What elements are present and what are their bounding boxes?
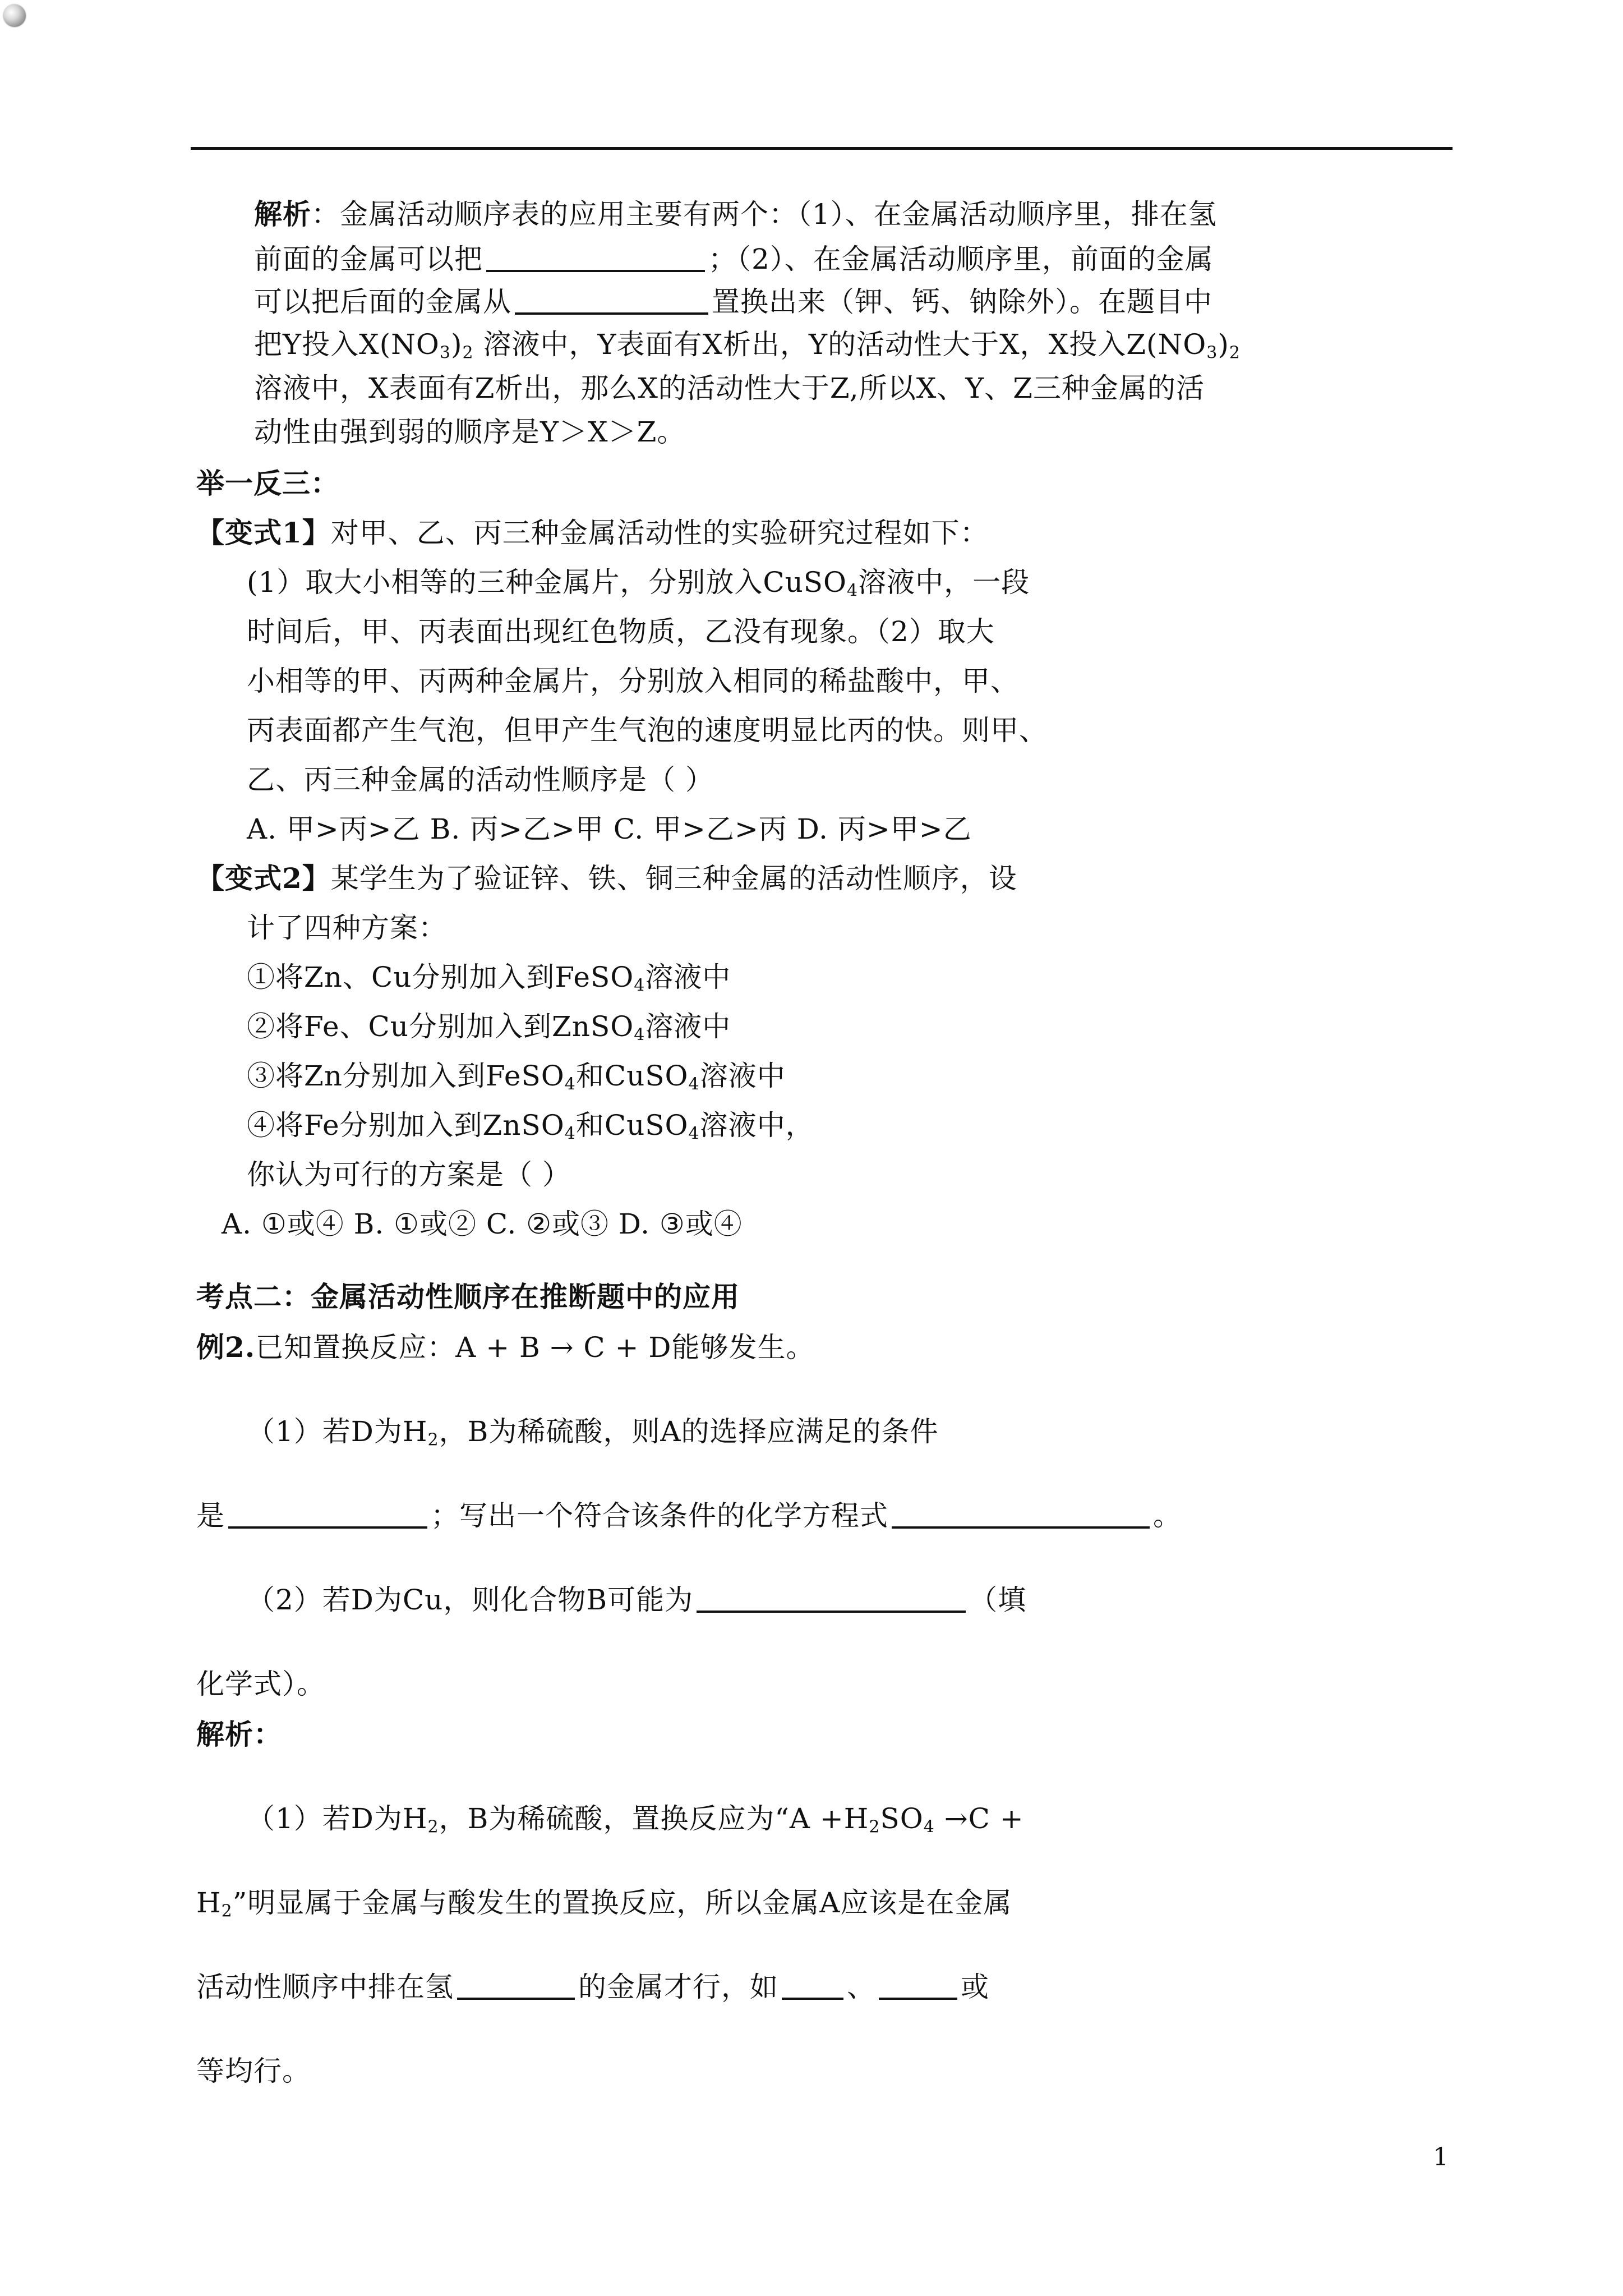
answer-blank[interactable] xyxy=(515,287,708,315)
example2-stem: 例2.已知置换反应：A + B → C + D能够发生。 xyxy=(196,1331,815,1364)
analysis2-label: 解析： xyxy=(196,1718,282,1751)
kaodian2-heading: 考点二：金属活动性顺序在推断题中的应用 xyxy=(196,1280,740,1313)
variant2-plan2: ②将Fe、Cu分别加入到ZnSO$_4$溶液中 xyxy=(247,1010,731,1045)
analysis1-line2: 前面的金属可以把 ；（2）、在金属活动顺序里，前面的金属 xyxy=(254,243,1214,275)
analysis2-line4: 等均行。 xyxy=(196,2055,311,2087)
answer-blank[interactable] xyxy=(457,1972,575,2000)
example2-q1-cont: 是 ；写出一个符合该条件的化学方程式 。 xyxy=(196,1499,1182,1532)
analysis1-line3: 可以把后面的金属从 置换出来（钾、钙、钠除外）。在题目中 xyxy=(254,286,1212,318)
page-number: 1 xyxy=(1433,2143,1449,2171)
variant2-plan1: ①将Zn、Cu分别加入到FeSO$_4$溶液中 xyxy=(247,961,731,996)
header-rule xyxy=(191,147,1453,150)
variant2-plan3: ③将Zn分别加入到FeSO$_4$和CuSO$_4$溶液中 xyxy=(247,1060,786,1094)
example2-q2: （2）若D为Cu，则化合物B可能为 （填 xyxy=(247,1584,1027,1616)
answer-blank[interactable] xyxy=(697,1585,966,1613)
answer-blank[interactable] xyxy=(892,1501,1150,1529)
variant2-question: 你认为可行的方案是（ ） xyxy=(247,1158,571,1191)
answer-blank[interactable] xyxy=(879,1972,957,2000)
variant1-title: 【变式1】对甲、乙、丙三种金属活动性的实验研究过程如下： xyxy=(196,516,989,549)
analysis2-line3: 活动性顺序中排在氢 的金属才行，如 、 或 xyxy=(196,1971,989,2003)
variant2-options: A. ①或④ B. ①或② C. ②或③ D. ③或④ xyxy=(222,1208,743,1240)
example2-q1: （1）若D为$H_2$，B为稀硫酸，则A的选择应满足的条件 xyxy=(247,1415,939,1450)
variant1-line1: (1）取大小相等的三种金属片，分别放入CuSO$_4$溶液中，一段 xyxy=(247,566,1030,601)
analysis2-line2: $H_2$”明显属于金属与酸发生的置换反应，所以金属A应该是在金属 xyxy=(196,1887,1012,1921)
analysis1-line6: 动性由强到弱的顺序是Y＞X＞Z。 xyxy=(254,416,686,448)
analysis1-line5: 溶液中，X表面有Z析出，那么X的活动性大于Z,所以X、Y、Z三种金属的活 xyxy=(254,372,1205,404)
section-heading: 举一反三： xyxy=(196,467,339,500)
variant2-title: 【变式2】某学生为了验证锌、铁、铜三种金属的活动性顺序，设 xyxy=(196,862,1017,895)
variant1-line3: 小相等的甲、丙两种金属片，分别放入相同的稀盐酸中，甲、 xyxy=(247,665,1019,697)
analysis1-line4: 把Y投入$X(NO_3)_2$ 溶液中，Y表面有X析出，Y的活动性大于X，X投入$Z(NO_3)_2$ xyxy=(254,328,1241,363)
variant1-line4: 丙表面都产生气泡，但甲产生气泡的速度明显比丙的快。则甲、 xyxy=(247,714,1048,747)
answer-blank[interactable] xyxy=(228,1501,427,1529)
variant2-line2: 计了四种方案： xyxy=(247,912,447,944)
corner-decoration-icon xyxy=(3,4,26,27)
example2-q2-cont: 化学式）。 xyxy=(196,1668,325,1700)
variant1-options: A. 甲>丙>乙 B. 丙>乙>甲 C. 甲>乙>丙 D. 丙>甲>乙 xyxy=(247,813,972,845)
variant2-plan4: ④将Fe分别加入到ZnSO$_4$和CuSO$_4$溶液中， xyxy=(247,1109,814,1144)
analysis1-label: 解析 xyxy=(254,197,311,231)
analysis2-line1: （1）若D为$H_2$，B为稀硫酸，置换反应为“$A +H_2SO_4 \to C$ + xyxy=(247,1802,1024,1837)
answer-blank[interactable] xyxy=(486,244,705,272)
variant1-line5: 乙、丙三种金属的活动性顺序是（ ） xyxy=(247,763,714,796)
analysis1-line1: 解析：金属活动顺序表的应用主要有两个：（1）、在金属活动顺序里，排在氢 xyxy=(254,197,1217,231)
answer-blank[interactable] xyxy=(782,1972,843,2000)
variant1-line2: 时间后，甲、丙表面出现红色物质，乙没有现象。（2）取大 xyxy=(247,615,995,648)
